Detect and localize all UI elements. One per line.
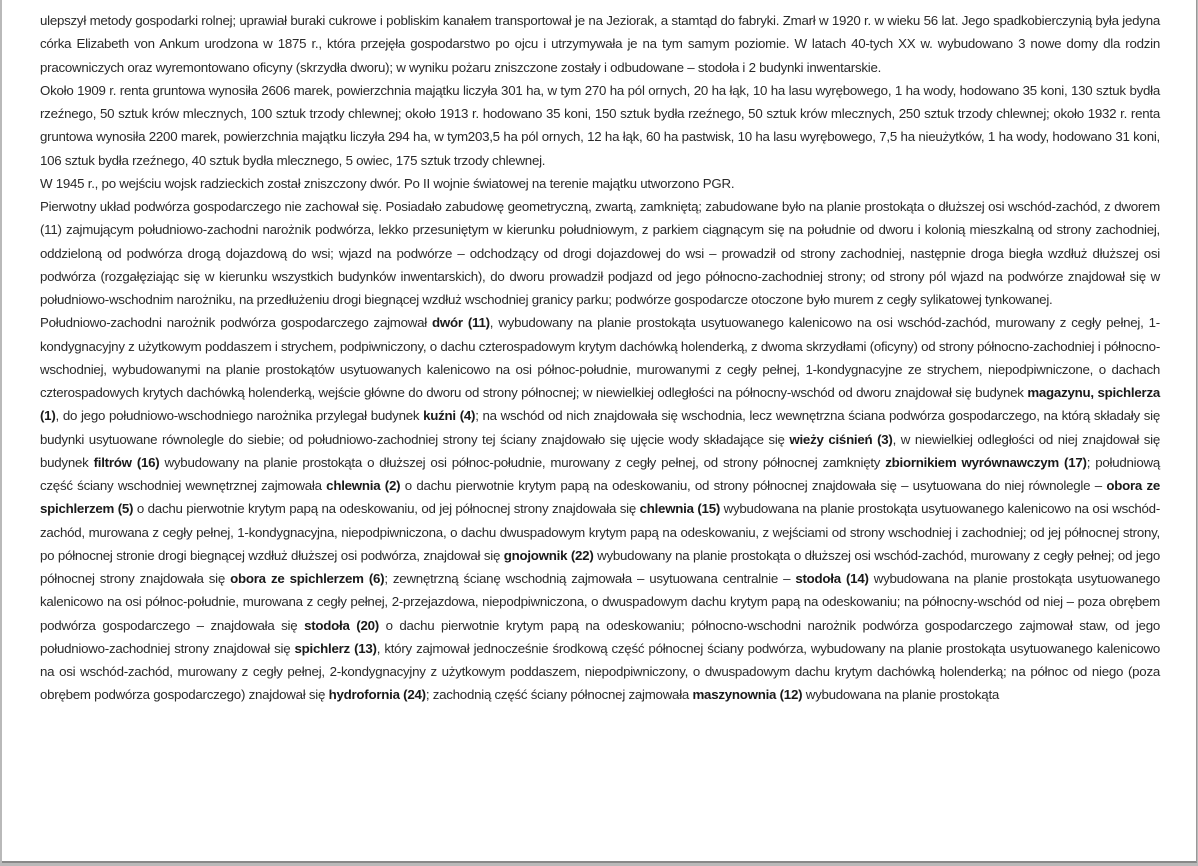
paragraph (40, 79, 1160, 172)
text-run: ; zachodnią część ściany północnej zajmowała (425, 687, 693, 703)
text-run: ; zewnętrzną ścianę wschodnią zajmowała – usytuowana centralnie – (384, 571, 796, 586)
text-run: ; na wschód od nich znajdowała się wschodnia, lecz wewnętrzna ściana podwórza gospodarczego, na którą składały się budynki usytuowane równolegle do siebie; od południowo-zachodniej strony tej ściany znajdowało się ujęcie wody składające się (40, 408, 1160, 447)
text-run: , który zajmował jednocześnie środkową część północnej ściany podwórza, wybudowany na planie prostokąta usytuowanego kalenicowo na osi wschód-zachód, murowany z cegły pełnej, 2-kondygnacyjny z użytkowym poddaszem, niepodpiwniczony, o dwuspadowym dachu krytym dachówką holenderką; na północ od niego (poza obrębem podwórza gospodarczego) znajdował się (40, 640, 1160, 703)
text-run: Pierwotny układ podwórza gospodarczego nie zachował się. Posiadało zabudowę geometryczną, zwartą, zamkniętą; zabudowane było na planie prostokąta o dłuższej osi wschód-zachód, z dworem (11) zajmującym południowo-zachodni narożnik podwórza, lekko przesuniętym w kierunku południowym, z parkiem ciągnącym się na południe od dworu i kolonią mieszkalną od strony zachodniej, oddzieloną od podwórza drogą dojazdową do wsi; wjazd na podwórze – odchodzący od drogi dojazdowej do wsi – prowadził od strony zachodniej, następnie droga biegła wzdłuż dłuższej osi podwórza (rozgałęziając się w kierunku wszystkich budynków inwentarskich), do dworu prowadził podjazd od jego północno-zachodniej strony; od strony pól wjazd na podwórze znajdował się w południowo-wschodnim narożniku, na przedłużeniu drogi biegnącej wzdłuż wschodniej granicy parku; podwórze gospodarcze otoczone było murem z cegły sylikatowej tynkowanej. (40, 199, 1160, 307)
bold-term: obora ze spichlerzem (5) (40, 478, 1161, 517)
paragraph (40, 172, 1160, 195)
text-run: , w niewielkiej odległości od niej znajdował się budynek (40, 431, 1161, 470)
paragraph (40, 9, 1160, 79)
text-run: wybudowana na planie prostokąta usytuowanego kalenicowo na osi północ-południe, murowana z cegły pełnej, 2-przejazdowa, niepodpiwniczona, o dwuspadowym dachu krytym papą na odeskowaniu; na północny-wschód od niej – poza obrębem podwórza gospodarczego – znajdowała się (40, 571, 1160, 633)
bold-term: spichlerz (13) (294, 640, 377, 656)
text-run: Południowo-zachodni narożnik podwórza gospodarczego zajmował (40, 315, 433, 331)
text-run: wybudowana na planie prostokąta usytuowanego kalenicowo na osi wschód-zachód, murowana z cegły pełnej, 1-kondygnacyjna, niepodpiwniczona, o dachu dwuspadowym krytym papą na odeskowaniu, z wejściami od strony wschodniej i zachodniej; od jej północnej strony, po północnej stronie drogi biegnącej wzdłuż dłuższej osi podwórza, znajdował się (40, 501, 1160, 563)
paragraph (40, 195, 1160, 311)
text-run: wybudowany na planie prostokąta o dłuższej osi wschód-zachód, murowany z cegły pełnej; od jego północnej strony znajdowała się (40, 547, 1160, 586)
bold-term: filtrów (16) (93, 454, 160, 470)
bold-term: maszynownia (12) (692, 687, 803, 703)
bold-term: dwór (11) (432, 315, 490, 331)
text-run: ; południową część ściany wschodniej wewnętrznej zajmowała (40, 454, 1160, 493)
text-run: ulepszył metody gospodarki rolnej; uprawiał buraki cukrowe i pobliskim kanałem transportował je na Jeziorak, a stamtąd do fabryki. Zmarł w 1920 r. w wieku 56 lat. Jego spadkobierczynią była jedyna córka Elizabeth von Ankum urodzona w 1875 r., która przejęła gospodarstwo po ojcu i utrzymywała je na tym samym poziomie. W latach 40-tych XX w. wybudowano 3 nowe domy dla rodzin pracowniczych oraz wyremontowano oficyny (skrzydła dworu); w wyniku pożaru zniszczone zostały i odbudowane – stodoła i 2 budynki inwentarskie. (40, 13, 1160, 75)
text-run: wybudowana na planie prostokąta (802, 687, 1000, 703)
bold-term: magazynu, spichlerza (1) (40, 385, 1160, 424)
text-run: Około 1909 r. renta gruntowa wynosiła 2606 marek, powierzchnia majątku liczyła 301 ha, w tym 270 ha pól ornych, 20 ha łąk, 10 ha lasu wyrębowego, 1 ha wody, hodowano 35 koni, 130 sztuk bydła rzeźnego, 50 sztuk krów mlecznych, 100 sztuk trzody chlewnej; około 1913 r. hodowano 35 koni, 150 sztuk bydła rzeźnego, 50 sztuk krów mlecznych, 250 sztuk trzody chlewnej; około 1932 r. renta gruntowa wynosiła 2200 marek, powierzchnia majątku liczyła 294 ha, w tym203,5 ha pól ornych, 12 ha łąk, 60 ha pastwisk, 10 ha lasu wyrębowego, 7,5 ha nieużytków, 1 ha wody, hodowano 31 koni, 106 sztuk bydła rzeźnego, 40 sztuk bydła mlecznego, 5 owiec, 175 sztuk trzody chlewnej. (40, 82, 1160, 168)
text-run: W 1945 r., po wejściu wojsk radzieckich został zniszczony dwór. Po II wojnie światowej na terenie majątku utworzono PGR. (40, 175, 735, 191)
bold-term: chlewnia (2) (326, 478, 401, 493)
text-run: , do jego południowo-wschodniego narożnika przylegał budynek (55, 408, 424, 424)
paragraph (40, 311, 1160, 706)
text-run: o dachu pierwotnie krytym papą na odeskowaniu, od jej północnej strony znajdowała się (133, 501, 640, 517)
text-run: o dachu pierwotnie krytym papą na odeskowaniu, od strony północnej znajdowała się – usytuowana do niej równolegle – (400, 478, 1107, 493)
bold-term: chlewnia (15) (639, 501, 721, 517)
text-run: o dachu pierwotnie krytym papą na odeskowaniu; północno-wschodni narożnik podwórza gospodarczego zajmował staw, od jego południowo-zachodniej strony znajdował się (40, 617, 1160, 656)
bold-term: wieży ciśnień (3) (789, 431, 893, 447)
document-text (40, 9, 1160, 707)
bold-term: stodoła (14) (795, 571, 869, 586)
bold-term: stodoła (20) (304, 617, 379, 633)
bold-term: gnojownik (22) (503, 547, 594, 563)
document-page (2, 0, 1197, 863)
bold-term: hydrofornia (24) (328, 687, 426, 703)
bold-term: kuźni (4) (423, 408, 476, 424)
bold-term: zbiornikiem wyrównawczym (17) (885, 454, 1087, 470)
text-run: , wybudowany na planie prostokąta usytuowanego kalenicowo na osi wschód-zachód, murowany z cegły pełnej, 1-kondygnacyjny z użytkowym poddaszem i strychem, podpiwniczony, o dachu czterospadowym krytym dachówką holenderką, z dwoma skrzydłami (oficyny) od strony północno-zachodniej i północno-wschodniej, wybudowanymi na planie prostokątów usytuowanych kalenicowo na osi północ-południe, murowanymi z cegły pełnej, 1-kondygnacyjne ze strychem, niepodpiwniczone, o dachach czterospadowych krytych dachówką holenderką, wejście główne do dworu od strony północnej; w niewielkiej odległości na północny-wschód od dworu znajdował się budynek (40, 315, 1160, 400)
text-run: wybudowany na planie prostokąta o dłuższej osi północ-południe, murowany z cegły pełnej, od strony północnej zamknięty (159, 454, 886, 470)
bold-term: obora ze spichlerzem (6) (230, 571, 385, 586)
